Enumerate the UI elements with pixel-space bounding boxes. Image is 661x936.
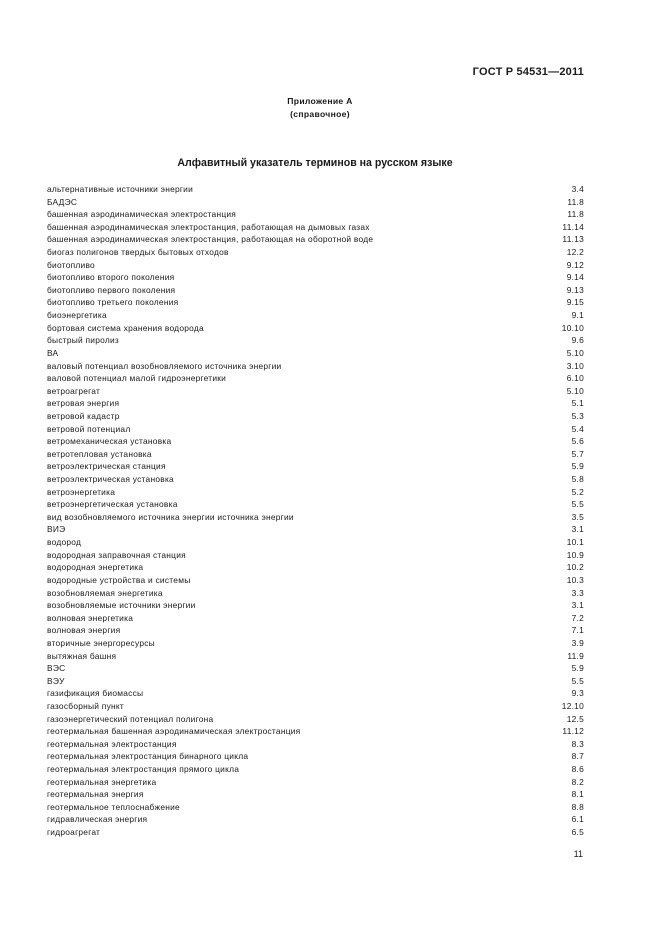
index-entry [47,309,584,322]
page-number: 11 [573,849,583,859]
index-term: биогаз полигонов твердых бытовых отходов [47,247,229,258]
index-entry [47,650,584,663]
index-term: биотопливо [47,259,95,270]
index-ref: 11.9 [567,650,584,661]
index-ref: 9.3 [571,688,584,699]
index-entry [47,813,584,826]
index-entry [47,347,584,360]
index-term: геотермальная электростанция [47,738,177,749]
index-entry [47,334,584,347]
index-term: геотермальное теплоснабжение [47,801,180,812]
index-term: возобновляемая энергетика [47,587,163,598]
index-entry [47,763,584,776]
index-term: ветровой кадастр [47,410,120,421]
index-ref: 6.10 [566,373,584,384]
index-term: биоэнергетика [47,310,107,321]
index-entry [47,612,584,625]
index-entry [47,687,584,700]
index-entry [47,322,584,335]
index-term: ВЭС [47,663,66,674]
appendix-heading [0,95,640,121]
index-term: ветромеханическая установка [47,436,172,447]
index-entry [47,700,584,713]
index-entry [47,675,584,688]
index-term: вытяжная башня [47,650,117,661]
appendix-subtitle: (справочное) [290,109,350,119]
index-term: биотопливо третьего поколения [47,297,179,308]
index-ref: 9.12 [566,259,584,270]
index-term: газификация биомассы [47,688,144,699]
index-entry [47,259,584,272]
index-entry [47,599,584,612]
index-ref: 9.6 [571,335,584,346]
index-ref: 3.4 [571,184,584,194]
index-entry [47,826,584,839]
index-term: вид возобновляемого источника энергии источника энергии [47,511,294,522]
index-ref: 12.10 [561,700,584,711]
index-ref: 3.1 [571,524,584,535]
index-ref: 11.8 [567,196,584,207]
index-ref: 3.9 [571,637,584,648]
index-ref: 3.5 [571,511,584,522]
index-entry [47,801,584,814]
index-term: ветровой потенциал [47,423,131,434]
index-ref: 3.10 [566,360,584,371]
index-ref: 12.5 [566,713,584,724]
index-ref: 12.2 [566,247,584,258]
index-term: гидроагрегат [47,827,101,838]
index-entry [47,423,584,436]
index-term: вторичные энергоресурсы [47,637,155,648]
index-term: волновая энергетика [47,612,134,623]
index-entry [47,208,584,221]
index-term: ветроэлектрическая станция [47,461,166,472]
index-term: геотермальная электростанция прямого цикла [47,764,240,775]
index-ref: 8.1 [571,789,584,800]
index-ref: 7.2 [571,612,584,623]
index-term: геотермальная электростанция бинарного цикла [47,751,249,762]
index-term: геотермальная энергетика [47,776,157,787]
index-entry [47,271,584,284]
index-ref: 5.9 [571,461,584,472]
index-ref: 11.14 [562,221,584,232]
index-term: геотермальная башенная аэродинамическая электростанция [47,726,301,737]
index-ref: 6.1 [571,814,584,825]
index-ref: 10.10 [561,322,584,333]
index-entry [47,536,584,549]
index-entry [47,574,584,587]
index-entry [47,233,584,246]
index-term: башенная аэродинамическая электростанция, работающая на оборотной воде [47,234,374,245]
index-entry [47,372,584,385]
index-entry [47,511,584,524]
index-term: ВА [47,347,59,358]
index-term: быстрый пиролиз [47,335,120,346]
index-term: ветроагрегат [47,385,101,396]
index-entry [47,549,584,562]
index-term: башенная аэродинамическая электростанция [47,209,237,220]
index-term: ветротепловая установка [47,448,152,459]
index-term: водород [47,537,82,548]
index-term: газоэнергетический потенциал полигона [47,713,214,724]
index-ref: 5.4 [571,423,584,434]
index-ref: 5.6 [571,436,584,447]
index-title: Алфавитный указатель терминов на русском языке [177,157,453,169]
index-entry [47,637,584,650]
index-ref: 9.14 [566,272,584,283]
index-entry [47,587,584,600]
index-term: ветровая энергия [47,398,120,409]
index-entry [47,713,584,726]
index-entry [47,750,584,763]
index-ref: 5.3 [571,410,584,421]
index-term: валовой потенциал малой гидроэнергетики [47,373,227,384]
index-term: геотермальная энергия [47,789,144,800]
index-term: биотопливо второго поколения [47,272,175,283]
index-entry [47,448,584,461]
index-term: ветроэлектрическая установка [47,474,174,485]
index-term: бортовая система хранения водорода [47,322,204,333]
index-entry [47,486,584,499]
index-entry [47,397,584,410]
index-entry [47,435,584,448]
index-entry [47,360,584,373]
index-entry [47,776,584,789]
index-entry [47,183,584,196]
index-term: ветроэнергетика [47,486,116,497]
index-ref: 10.1 [566,537,584,548]
index-ref: 10.2 [566,562,584,573]
index-ref: 7.1 [571,625,584,636]
index-entry [47,460,584,473]
index-term: башенная аэродинамическая электростанция, работающая на дымовых газах [47,221,370,232]
index-ref: 8.2 [571,776,584,787]
index-ref: 5.9 [571,663,584,674]
index-term: водородная энергетика [47,562,144,573]
index-term: гидравлическая энергия [47,814,148,825]
index-ref: 5.1 [571,398,584,409]
index-term: альтернативные источники энергии [47,184,194,194]
index-entry [47,385,584,398]
index-ref: 5.5 [571,675,584,686]
index-term: газосборный пункт [47,700,124,711]
index-entry [47,410,584,423]
index-entry [47,284,584,297]
index-entry [47,725,584,738]
index-entry [47,296,584,309]
term-index-list [47,183,584,839]
index-ref: 11.8 [567,209,584,220]
standard-designation: ГОСТ Р 54531—2011 [472,66,584,78]
index-ref: 8.7 [571,751,584,762]
index-ref: 3.3 [571,587,584,598]
index-ref: 11.13 [562,234,584,245]
index-ref: 9.15 [566,297,584,308]
index-ref: 5.7 [571,448,584,459]
index-ref: 9.1 [571,310,584,321]
index-entry [47,473,584,486]
index-ref: 5.2 [571,486,584,497]
index-entry [47,523,584,536]
index-ref: 5.10 [566,385,584,396]
index-term: БАДЭС [47,196,78,207]
index-entry [47,662,584,675]
index-term: возобновляемые источники энергии [47,600,196,611]
index-term: биотопливо первого поколения [47,284,176,295]
index-ref: 3.1 [571,600,584,611]
index-entry [47,788,584,801]
index-entry [47,246,584,259]
index-term: водородные устройства и системы [47,574,191,585]
index-entry [47,738,584,751]
index-entry [47,624,584,637]
index-ref: 5.8 [571,474,584,485]
index-term: водородная заправочная станция [47,549,186,560]
index-entry [47,561,584,574]
index-ref: 5.5 [571,499,584,510]
index-ref: 8.3 [571,738,584,749]
appendix-title: Приложение А [287,96,353,106]
index-entry [47,221,584,234]
index-ref: 8.8 [571,801,584,812]
index-ref: 8.6 [571,764,584,775]
index-term: волновая энергия [47,625,121,636]
index-term: ВИЭ [47,524,66,535]
index-ref: 6.5 [571,827,584,838]
index-entry [47,196,584,209]
index-ref: 5.10 [566,347,584,358]
index-ref: 11.12 [562,726,584,737]
index-term: ветроэнергетическая установка [47,499,178,510]
index-term: валовый потенциал возобновляемого источника энергии [47,360,282,371]
index-entry [47,498,584,511]
index-ref: 10.3 [566,574,584,585]
index-ref: 10.9 [566,549,584,560]
index-term: ВЭУ [47,675,65,686]
index-ref: 9.13 [566,284,584,295]
